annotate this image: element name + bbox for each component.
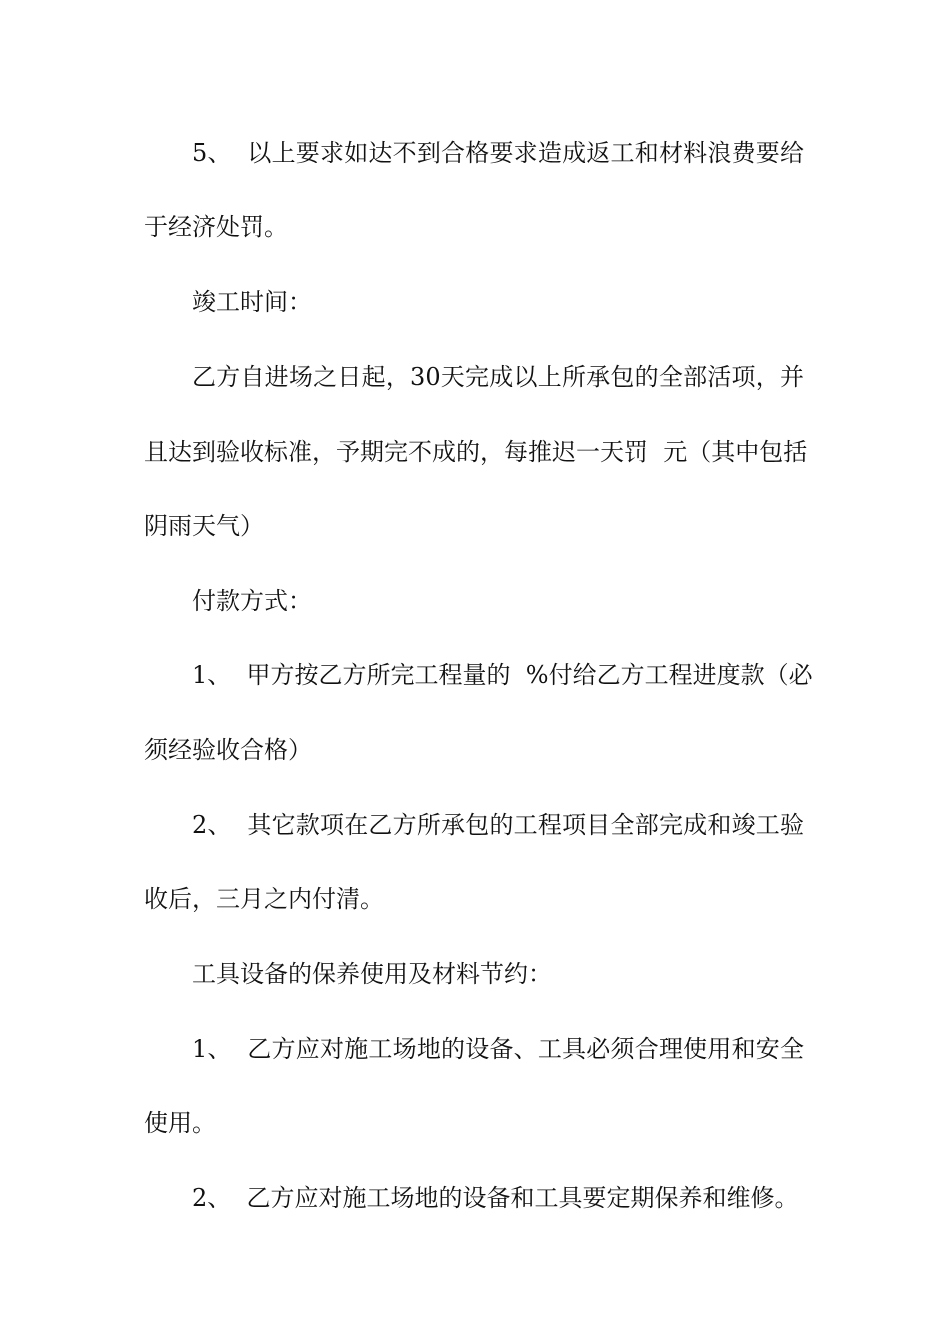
heading-tools-equipment: 工具设备的保养使用及材料节约：: [192, 960, 552, 988]
payment-item-1-line-1: 1、 甲方按乙方所完工程量的 %付给乙方工程进度款（必: [192, 661, 813, 689]
heading-payment-method: 付款方式：: [192, 587, 312, 615]
payment-item-1-line-2: 须经验收合格）: [144, 736, 312, 764]
completion-line-1: 乙方自进场之日起，30天完成以上所承包的全部活项，并: [192, 363, 804, 391]
tools-item-2-line-1: 2、 乙方应对施工场地的设备和工具要定期保养和维修。: [192, 1184, 799, 1212]
tools-item-1-line-1: 1、 乙方应对施工场地的设备、工具必须合理使用和安全: [192, 1035, 804, 1063]
payment-item-2-line-2: 收后，三月之内付清。: [144, 885, 384, 913]
item-5-line-2: 于经济处罚。: [144, 213, 288, 241]
payment-item-2-line-1: 2、 其它款项在乙方所承包的工程项目全部完成和竣工验: [192, 811, 804, 839]
heading-completion-time: 竣工时间：: [192, 288, 312, 316]
completion-line-2: 且达到验收标准，予期完不成的，每推迟一天罚 元（其中包括: [144, 438, 808, 466]
tools-item-1-line-2: 使用。: [144, 1109, 216, 1137]
item-5-line-1: 5、 以上要求如达不到合格要求造成返工和材料浪费要给: [192, 139, 804, 167]
completion-line-3: 阴雨天气）: [144, 512, 264, 540]
